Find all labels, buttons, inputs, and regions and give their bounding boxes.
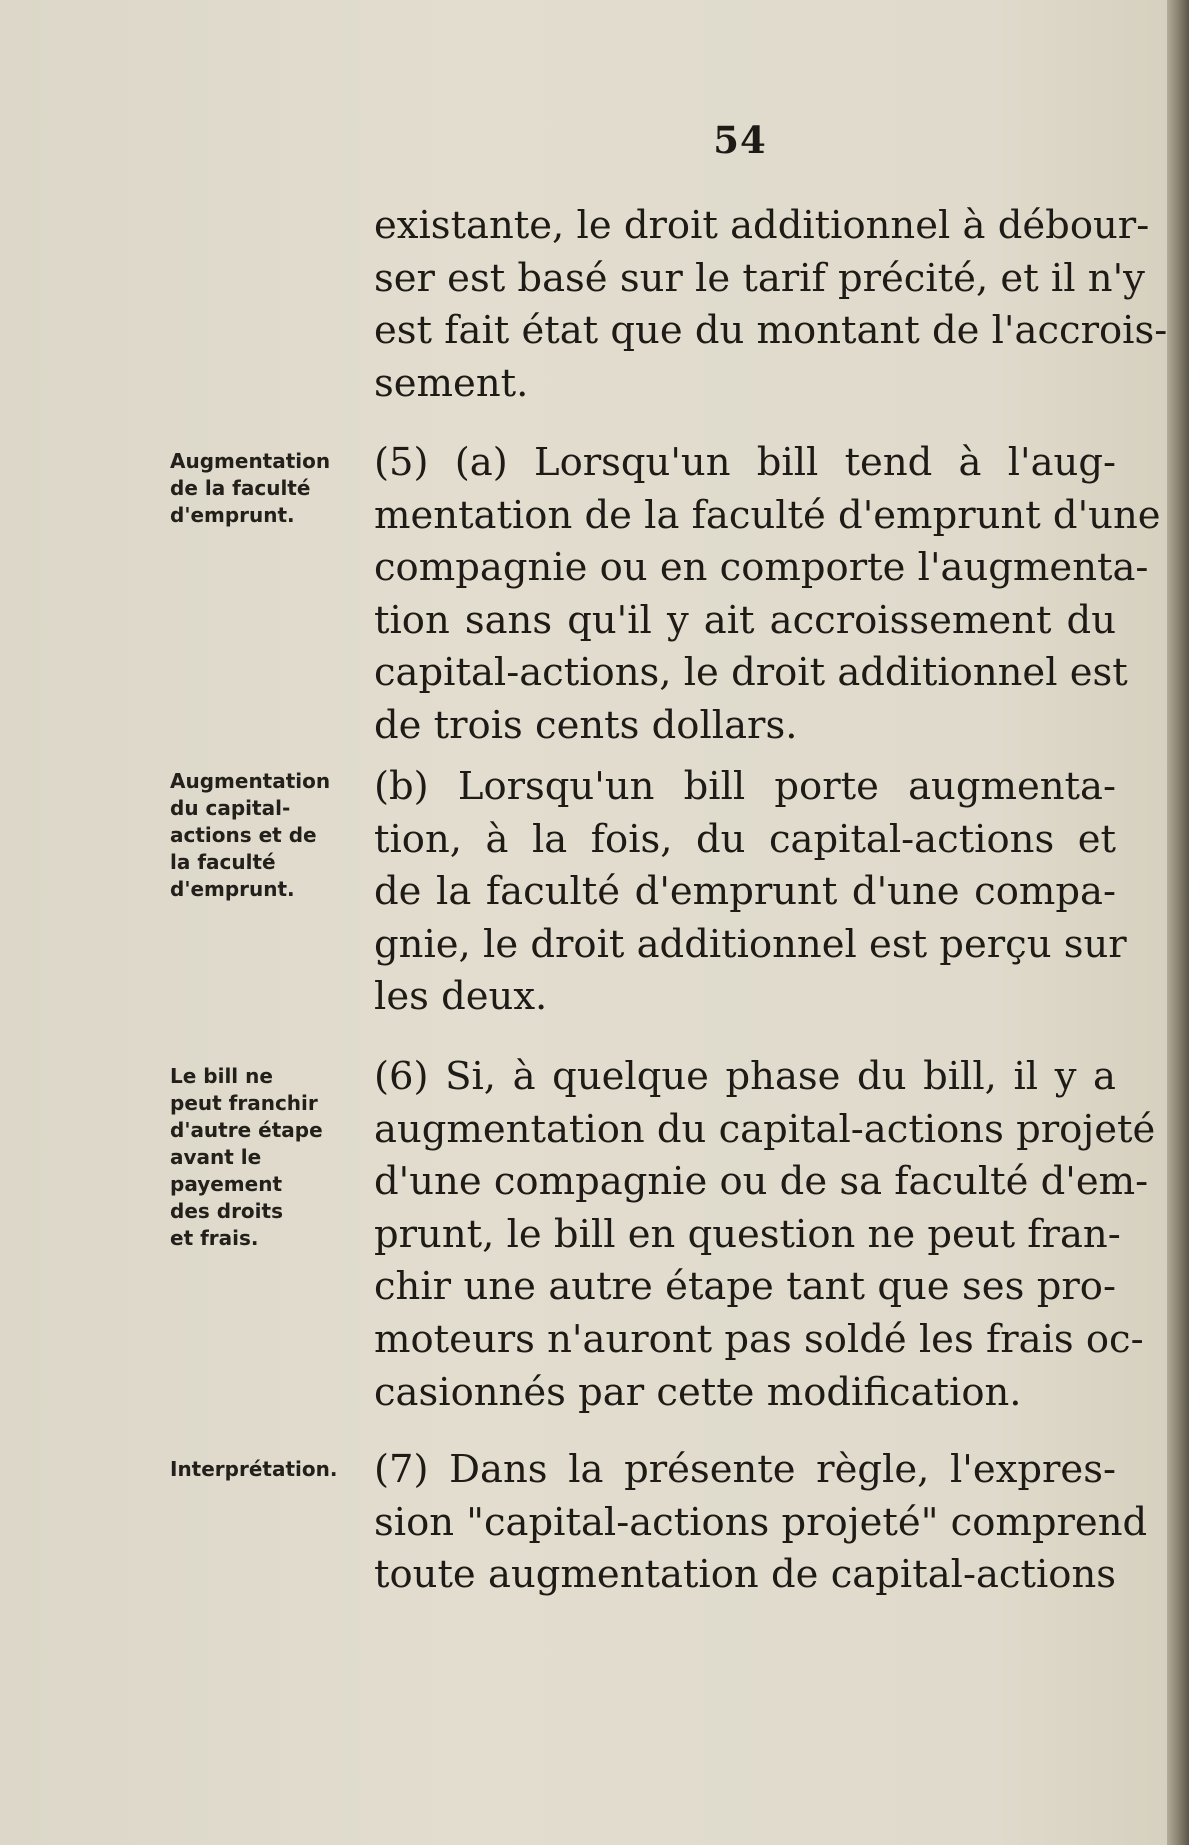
text-line: existante, le droit additionnel à débour- <box>374 203 1150 248</box>
text-line: chir une autre étape tant que ses pro- <box>374 1264 1116 1310</box>
text-line: ser est basé sur le tarif précité, et il n'y <box>374 255 1145 301</box>
text-line: de trois cents dollars. <box>374 702 798 748</box>
text-line: (5) (a) Lorsqu'un bill tend à l'aug- <box>374 440 1116 485</box>
text-line: (b) Lorsqu'un bill porte augmenta- <box>374 764 1116 809</box>
margin-note-line: actions et de <box>170 823 317 847</box>
paragraph-5a <box>374 437 1161 753</box>
text-line: (7) Dans la présente règle, l'expres- <box>374 1447 1116 1492</box>
text-line: d'une compagnie ou de sa faculté d'em- <box>374 1159 1149 1205</box>
text-line: sion "capital-actions projeté" comprend <box>374 1499 1148 1545</box>
text-line: est fait état que du montant de l'accrois- <box>374 308 1168 354</box>
text-line: capital-actions, le droit additionnel est <box>374 650 1128 696</box>
text-line: de la faculté d'emprunt d'une compa- <box>374 869 1116 915</box>
text-line: sement. <box>374 360 529 406</box>
text-line: les deux. <box>374 974 548 1020</box>
margin-note-line: Augmentation <box>170 449 331 473</box>
margin-note-line: avant le <box>170 1145 262 1169</box>
margin-note-line: du capital- <box>170 796 291 820</box>
margin-note-line: des droits <box>170 1199 283 1223</box>
page-number: 54 <box>713 118 767 162</box>
margin-note-interpretation <box>170 1456 360 1483</box>
margin-note-line: Interprétation. <box>170 1457 338 1481</box>
margin-note-capital-and-borrowing <box>170 768 360 903</box>
text-line: (6) Si, à quelque phase du bill, il y a <box>374 1054 1116 1099</box>
margin-note-line: la faculté <box>170 850 276 874</box>
book-spine-edge <box>1167 0 1189 1845</box>
text-line: augmentation du capital-actions projeté <box>374 1106 1156 1152</box>
text-line: prunt, le bill en question ne peut fran- <box>374 1211 1121 1257</box>
margin-note-borrowing-increase <box>170 448 360 529</box>
text-line: tion sans qu'il y ait accroissement du <box>374 597 1116 643</box>
margin-note-line: Le bill ne <box>170 1064 273 1088</box>
paragraph-6 <box>374 1051 1156 1419</box>
text-line: gnie, le droit additionnel est perçu sur <box>374 921 1127 967</box>
margin-note-line: de la faculté <box>170 476 311 500</box>
text-line: compagnie ou en comporte l'augmenta- <box>374 545 1149 591</box>
margin-note-payment-required <box>170 1063 360 1252</box>
margin-note-line: payement <box>170 1172 283 1196</box>
margin-note-line: d'emprunt. <box>170 877 295 901</box>
margin-note-line: et frais. <box>170 1226 259 1250</box>
text-line: casionnés par cette modification. <box>374 1369 1022 1415</box>
text-line: tion, à la fois, du capital-actions et <box>374 816 1116 862</box>
margin-note-line: d'autre étape <box>170 1118 323 1142</box>
margin-note-line: peut franchir <box>170 1091 318 1115</box>
text-line: toute augmentation de capital-actions <box>374 1552 1116 1598</box>
text-line: mentation de la faculté d'emprunt d'une <box>374 492 1161 538</box>
paragraph-continuation <box>374 200 1168 410</box>
paragraph-5b <box>374 761 1127 1024</box>
paragraph-7 <box>374 1444 1148 1602</box>
margin-note-line: d'emprunt. <box>170 503 295 527</box>
text-line: moteurs n'auront pas soldé les frais oc- <box>374 1316 1144 1362</box>
margin-note-line: Augmentation <box>170 769 331 793</box>
